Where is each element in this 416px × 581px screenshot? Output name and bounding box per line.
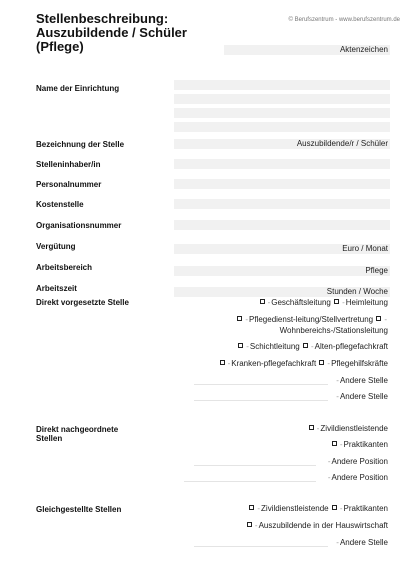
nachgeordnete-andere-2: -Andere Position xyxy=(327,473,388,482)
personalnummer-field[interactable] xyxy=(174,179,390,189)
option-andere-stelle-3: Andere Stelle xyxy=(339,538,388,547)
organisationsnummer-label: Organisationsnummer xyxy=(36,221,122,230)
option-andere-position-2: Andere Position xyxy=(331,473,388,482)
verguetung-label: Vergütung xyxy=(36,242,76,251)
nachgeordnete-label-line-2: Stellen xyxy=(36,434,63,443)
stelleninhaber-field[interactable] xyxy=(174,159,390,169)
option-heimleitung: Heimleitung xyxy=(345,298,388,307)
vorgesetzte-row-5: -Kranken-pflegefachkraft -Pflegehilfskräfte xyxy=(219,359,388,369)
title-line-2: Auszubildende / Schüler xyxy=(36,25,187,40)
vorgesetzte-row-2: -Pflegedienst-leitung/Stellvertretung - xyxy=(236,315,388,325)
nachgeordnete-label-line-1: Direkt nachgeordnete xyxy=(36,425,119,434)
option-praktikanten-gleichgestellt: Praktikanten xyxy=(343,504,388,513)
stelle-label: Bezeichnung der Stelle xyxy=(36,140,125,149)
vorgesetzte-row-1: -Geschäftsleitung -Heimleitung xyxy=(259,298,388,308)
gleichgestellte-row-2: -Auszubildende in der Hauswirtschaft xyxy=(246,521,388,531)
option-pflegehilfs: Pflegehilfskräfte xyxy=(331,359,388,368)
option-pflegedienstleitung: Pflegedienst-leitung/Stellvertretung xyxy=(249,315,374,324)
option-wohnbereichsleitung: Wohnbereichs-/Stationsleitung xyxy=(279,326,388,335)
checkbox-schichtleitung[interactable] xyxy=(238,343,243,348)
checkbox-auszubildende-hauswirtschaft[interactable] xyxy=(247,522,252,527)
andere-stelle-line-1[interactable] xyxy=(194,384,328,385)
andere-stelle-line-3[interactable] xyxy=(194,546,328,547)
checkbox-wohnbereichsleitung[interactable] xyxy=(376,316,381,321)
checkbox-heimleitung[interactable] xyxy=(334,299,339,304)
checkbox-geschaeftsleitung[interactable] xyxy=(260,299,265,304)
andere-position-line-1[interactable] xyxy=(194,465,316,466)
nachgeordnete-row-1: -Zivildienstleistende xyxy=(308,424,388,434)
option-zivildienst-gleichgestellt: Zivildienstleistende xyxy=(261,504,329,513)
option-zivildienst-nachgeordnet: Zivildienstleistende xyxy=(320,424,388,433)
nachgeordnete-andere-1: -Andere Position xyxy=(327,457,388,466)
personalnummer-label: Personalnummer xyxy=(36,180,102,189)
arbeitsbereich-field[interactable]: Pflege xyxy=(174,266,390,276)
title-line-3: (Pflege) xyxy=(36,39,84,54)
gleichgestellte-label: Gleichgestellte Stellen xyxy=(36,505,122,514)
aktenzeichen-field[interactable]: Aktenzeichen xyxy=(224,45,390,55)
gleichgestellte-row-1: -Zivildienstleistende -Praktikanten xyxy=(248,504,388,514)
option-altenpflege: Alten-pflegefachkraft xyxy=(314,342,388,351)
vorgesetzte-label: Direkt vorgesetzte Stelle xyxy=(36,298,129,307)
arbeitsbereich-label: Arbeitsbereich xyxy=(36,263,93,272)
nachgeordnete-row-2: -Praktikanten xyxy=(331,440,388,450)
vorgesetzte-andere-2: -Andere Stelle xyxy=(336,392,388,401)
checkbox-pflegehilfs[interactable] xyxy=(319,360,324,365)
verguetung-field[interactable]: Euro / Monat xyxy=(174,244,390,254)
option-geschaeftsleitung: Geschäftsleitung xyxy=(271,298,331,307)
kostenstelle-field[interactable] xyxy=(174,199,390,209)
checkbox-altenpflege[interactable] xyxy=(303,343,308,348)
checkbox-krankenpflege[interactable] xyxy=(220,360,225,365)
vorgesetzte-row-4: -Schichtleitung -Alten-pflegefachkraft xyxy=(237,342,388,352)
copyright-notice: © Berufszentrum - www.berufszentrum.de xyxy=(288,17,400,23)
option-andere-stelle-2: Andere Stelle xyxy=(339,392,388,401)
organisationsnummer-field[interactable] xyxy=(174,220,390,230)
checkbox-zivildienst-nachgeordnet[interactable] xyxy=(309,425,314,430)
checkbox-zivildienst-gleichgestellt[interactable] xyxy=(249,505,254,510)
option-krankenpflege: Kranken-pflegefachkraft xyxy=(231,359,317,368)
gleichgestellte-andere: -Andere Stelle xyxy=(336,538,388,547)
option-praktikanten-nachgeordnet: Praktikanten xyxy=(343,440,388,449)
checkbox-praktikanten-gleichgestellt[interactable] xyxy=(332,505,337,510)
option-andere-stelle-1: Andere Stelle xyxy=(339,376,388,385)
checkbox-pflegedienstleitung[interactable] xyxy=(237,316,242,321)
einrichtung-field[interactable] xyxy=(174,80,390,132)
stelle-field[interactable]: Auszubildende/r / Schüler xyxy=(174,139,390,149)
option-schichtleitung: Schichtleitung xyxy=(249,342,300,351)
title-line-1: Stellenbeschreibung: xyxy=(36,11,169,26)
option-auszubildende-hauswirtschaft: Auszubildende in der Hauswirtschaft xyxy=(258,521,388,530)
nachgeordnete-label xyxy=(36,425,176,443)
andere-position-line-2[interactable] xyxy=(184,481,316,482)
vorgesetzte-andere-1: -Andere Stelle xyxy=(336,376,388,385)
stelleninhaber-label: Stelleninhaber/in xyxy=(36,160,101,169)
arbeitszeit-label: Arbeitszeit xyxy=(36,284,77,293)
arbeitszeit-field[interactable]: Stunden / Woche xyxy=(174,287,390,297)
page-title xyxy=(36,12,236,54)
option-andere-position-1: Andere Position xyxy=(331,457,388,466)
andere-stelle-line-2[interactable] xyxy=(194,400,328,401)
checkbox-praktikanten-nachgeordnet[interactable] xyxy=(332,441,337,446)
vorgesetzte-row-3 xyxy=(280,326,388,336)
einrichtung-label: Name der Einrichtung xyxy=(36,84,120,93)
kostenstelle-label: Kostenstelle xyxy=(36,200,84,209)
